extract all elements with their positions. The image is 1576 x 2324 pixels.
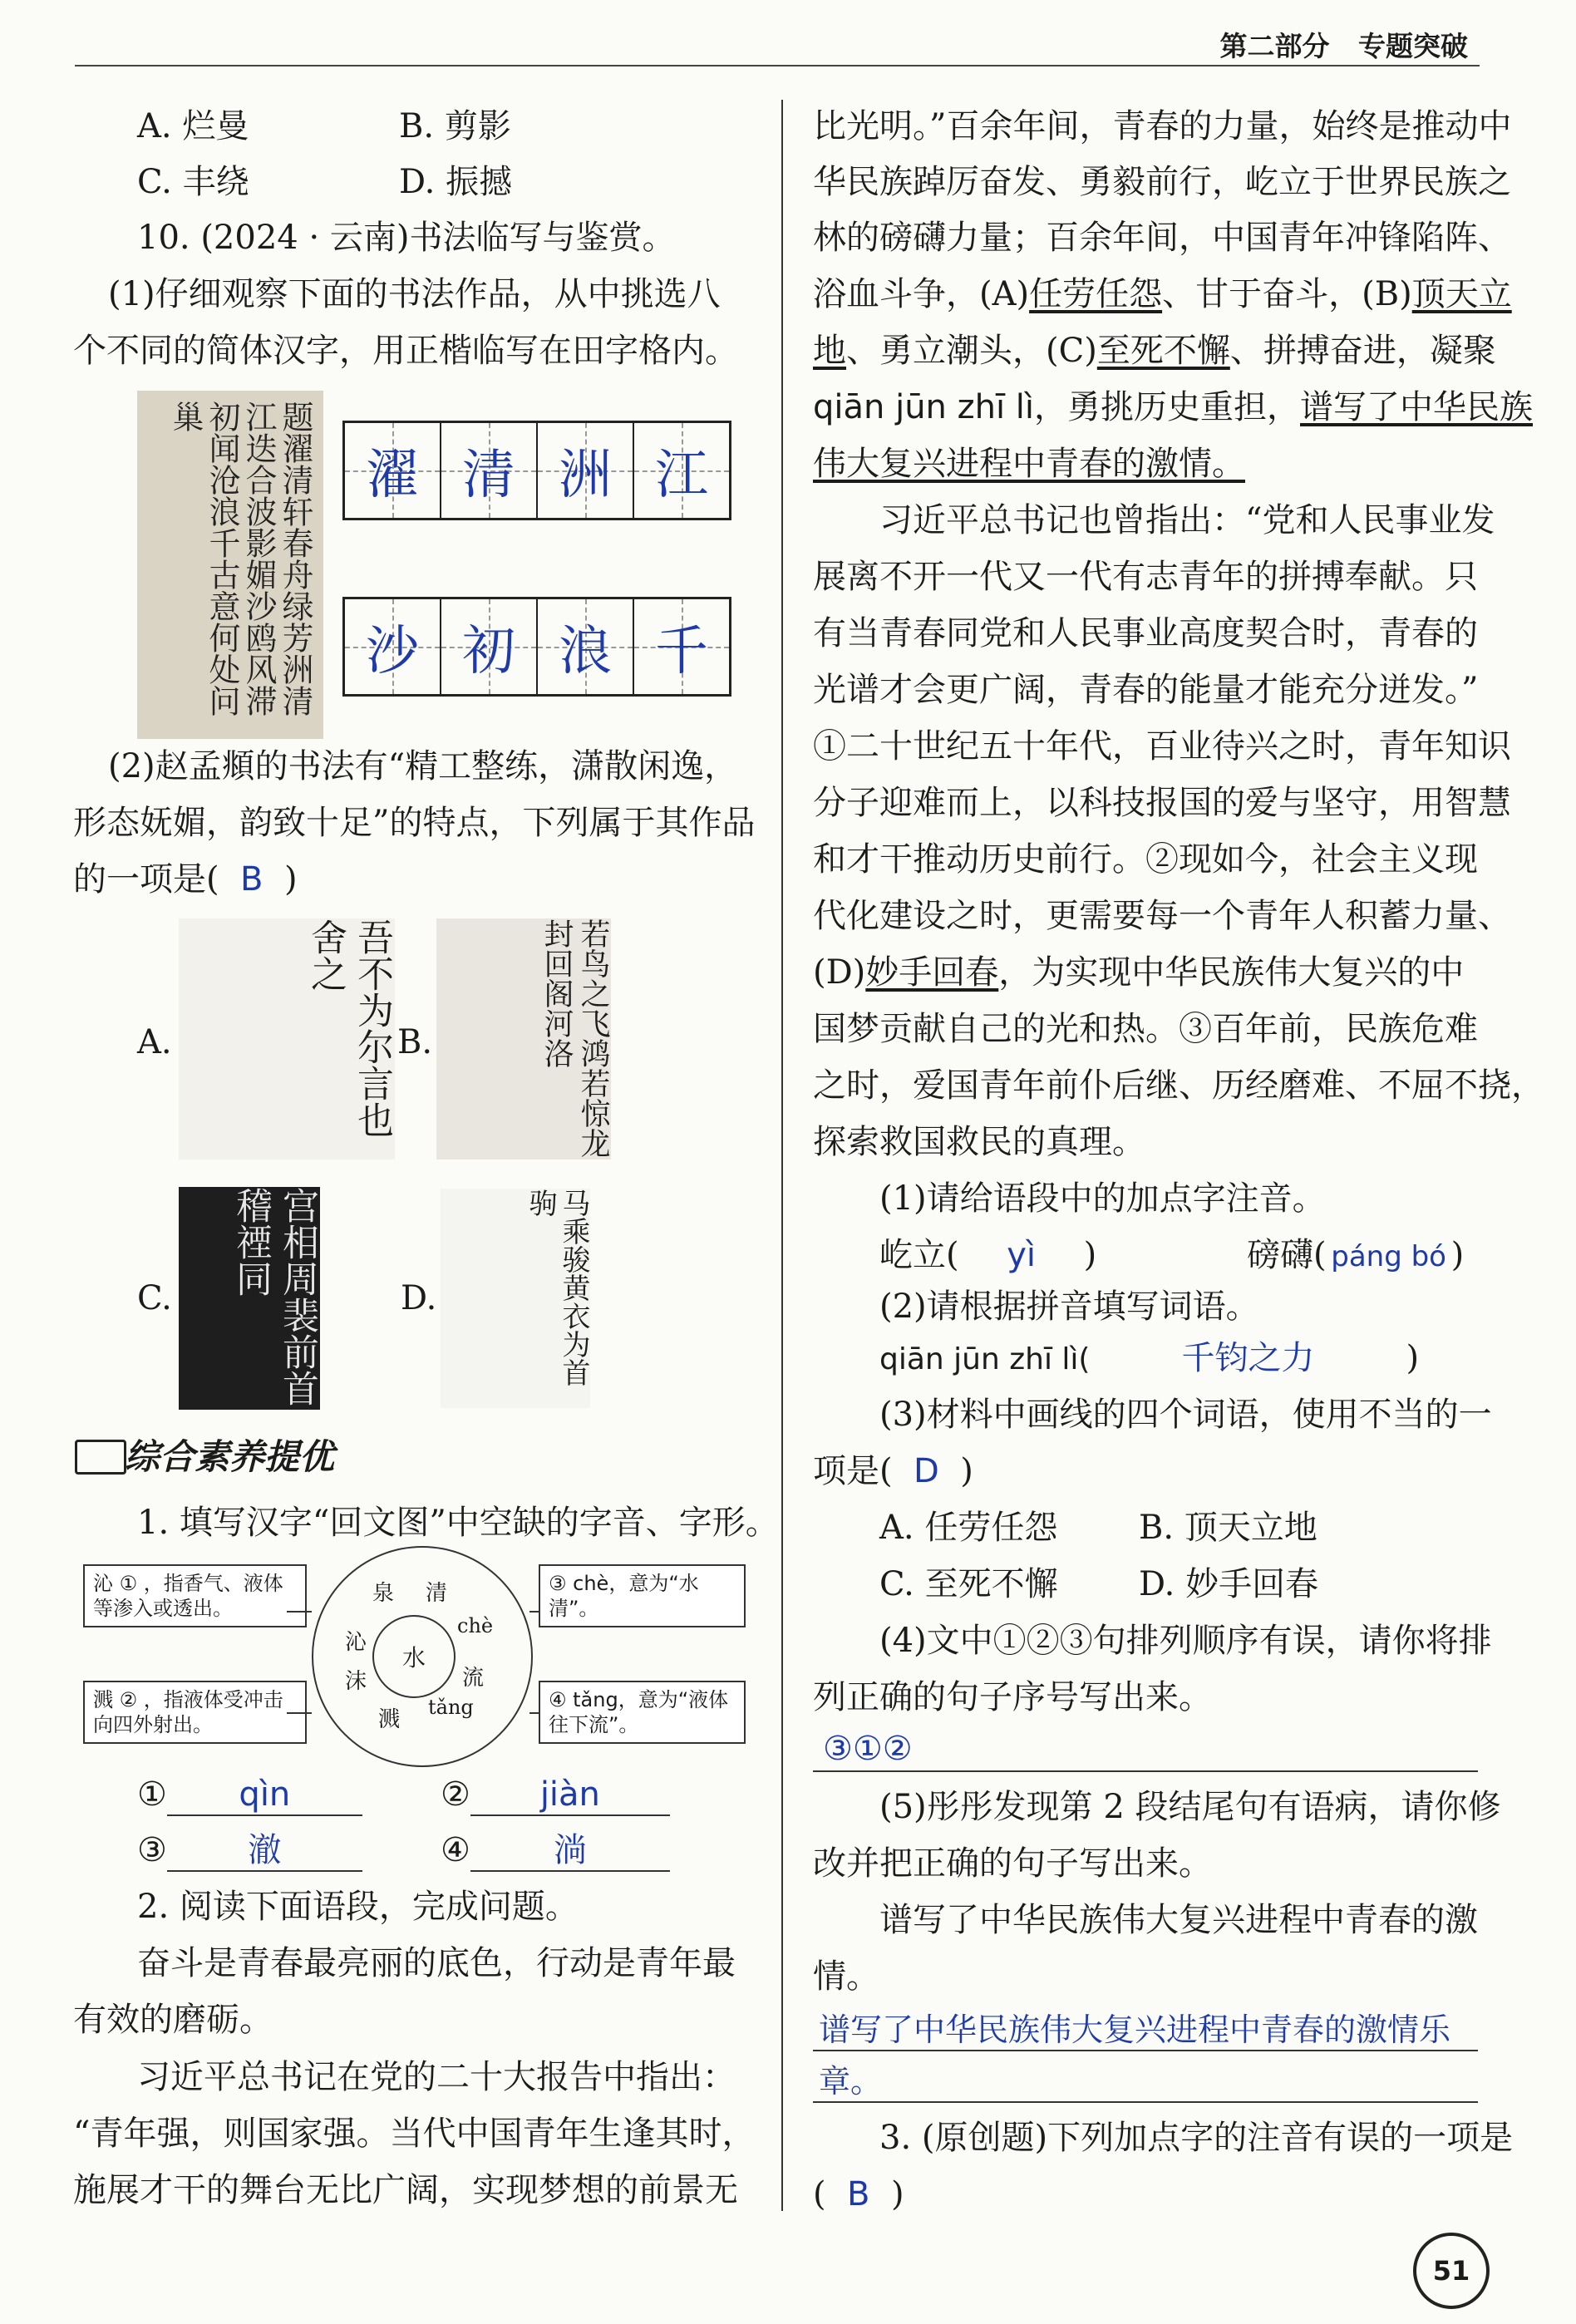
q3-line2: ( B ) xyxy=(813,2175,904,2213)
sub-q4-answer: ③①② xyxy=(823,1730,913,1768)
sub-q4: (4)文中①②③句排列顺序有误，请你将排 xyxy=(879,1622,1492,1660)
section-title: 综合素养提优 xyxy=(125,1436,335,1477)
option-d-image: 马乘骏黄衣为首驹 xyxy=(441,1189,590,1408)
diagram-char-r2: 流 xyxy=(462,1666,485,1691)
answer-4: ④ 淌 xyxy=(441,1830,670,1872)
q2-p1-line1: 奋斗是青春最亮丽的底色，行动是青年最 xyxy=(137,1944,736,1982)
sub-q2-answer: qiān jūn zhī lì( 千钧之力 ) xyxy=(879,1339,1420,1377)
q9-option-a: A. 烂曼 xyxy=(137,107,249,145)
underlined-sentence: 谱写了中华民族 xyxy=(1300,388,1534,426)
column-divider xyxy=(781,100,783,2211)
calligraphy-artwork: 题濯清轩春舟绿芳洲清江迭合波影媚沙鸥风滞初闻沧浪千古意何处问巢 xyxy=(137,391,323,739)
sub-q5-line4: 情。 xyxy=(813,1957,879,1996)
diagram-char-top: 泉 xyxy=(372,1581,395,1606)
passage-line: 展离不开一代又一代有志青年的拼搏奉献。只 xyxy=(813,558,1478,596)
sub-q1: (1)请给语段中的加点字注音。 xyxy=(879,1179,1326,1218)
diagram-center: 水 xyxy=(372,1615,456,1698)
connector-2 xyxy=(287,1712,312,1714)
answer-rule xyxy=(813,2101,1478,2103)
grid-cell: 洲 xyxy=(538,423,634,518)
grid-cell: 浪 xyxy=(538,599,634,694)
sub-q4-line2: 列正确的句子序号写出来。 xyxy=(813,1678,1212,1716)
passage-line: 国梦贡献自己的光和热。③百年前，民族危难 xyxy=(813,1010,1478,1048)
sub-q1-item-b: 磅礴( páng bó ) xyxy=(1247,1236,1465,1274)
q10-p2-line3: 的一项是( B ) xyxy=(73,860,298,899)
option-b-label: B. xyxy=(397,1023,433,1061)
diagram-char-br: tǎng xyxy=(428,1696,474,1719)
section-icon xyxy=(75,1440,126,1475)
q9-option-d: D. 振撼 xyxy=(399,163,513,201)
passage-line: 有当青春同党和人民事业高度契合时，青春的 xyxy=(813,614,1478,652)
sub-q3: (3)材料中画线的四个词语，使用不当的一 xyxy=(879,1396,1492,1434)
sub-q5: (5)彤彤发现第 2 段结尾句有语病，请你修 xyxy=(879,1788,1501,1826)
q10-answer: B xyxy=(240,860,263,899)
q2-p1-line2: 有效的磨砺。 xyxy=(73,2001,273,2039)
sub-q3-option-a: A. 任劳任怨 xyxy=(879,1509,1058,1547)
passage-line: 光谱才会更广阔，青春的能量才能充分迸发。” xyxy=(813,671,1479,709)
tianzi-grid-row1 xyxy=(342,421,731,520)
sub-q3-option-b: B. 顶天立地 xyxy=(1139,1509,1317,1547)
underlined-term-a: 任劳任怨 xyxy=(1029,275,1163,313)
sub-q1-item-a: 屹立( yì ) xyxy=(879,1236,1097,1274)
passage-line: 习近平总书记也曾指出：“党和人民事业发 xyxy=(879,501,1495,539)
header-topic: 专题突破 xyxy=(1358,30,1468,62)
grid-cell: 初 xyxy=(441,599,538,694)
passage-line: 浴血斗争，(A)任劳任怨、甘于奋斗，(B)顶天立 xyxy=(813,275,1512,313)
sub-q5-line2: 改并把正确的句子写出来。 xyxy=(813,1844,1212,1883)
passage-line: 和才干推动历史前行。②现如今，社会主义现 xyxy=(813,840,1478,879)
passage-line: 地、勇立潮头，(C)至死不懈、拼搏奋进，凝聚 xyxy=(813,332,1496,370)
answer-1: ① qìn xyxy=(137,1775,362,1816)
grid-cell: 清 xyxy=(441,423,538,518)
connector-1 xyxy=(287,1611,312,1613)
q3-line1: 3. (原创题)下列加点字的注音有误的一项是 xyxy=(879,2119,1514,2157)
diagram-box-2: 溅 ② ，指液体受冲击向四外射出。 xyxy=(83,1681,307,1744)
diagram-box-4: ④ tǎng，意为“液体往下流”。 xyxy=(539,1681,746,1744)
q2-p2-line2: “青年强，则国家强。当代中国青年生逢其时， xyxy=(73,2115,756,2153)
sub-q5-answer-1: 谱写了中华民族伟大复兴进程中青春的激情乐 xyxy=(819,2011,1451,2048)
passage-line: ①二十世纪五十年代，百业待兴之时，青年知识 xyxy=(813,727,1511,766)
passage-line: 林的磅礴力量；百余年间，中国青年冲锋陷阵、 xyxy=(813,219,1511,257)
page-number: 51 xyxy=(1413,2233,1490,2309)
connector-4 xyxy=(529,1712,539,1714)
sub-q5-line3: 谱写了中华民族伟大复兴进程中青春的激 xyxy=(879,1901,1478,1939)
answer-2: ② jiàn xyxy=(441,1775,670,1816)
header-rule xyxy=(75,65,1480,66)
option-d-label: D. xyxy=(401,1279,437,1317)
diagram-char-l1: 沁 xyxy=(345,1630,367,1655)
q2-intro: 2. 阅读下面语段，完成问题。 xyxy=(137,1888,579,1926)
sub-q3-option-c: C. 至死不懈 xyxy=(879,1565,1058,1603)
q10-p1-line2: 个不同的简体汉字，用正楷临写在田字格内。 xyxy=(73,332,738,370)
q2-p2-line3: 施展才干的舞台无比广阔，实现梦想的前景无 xyxy=(73,2171,738,2209)
diagram-char-l2: 沫 xyxy=(345,1669,367,1694)
q2-p2-line1: 习近平总书记在党的二十大报告中指出： xyxy=(137,2058,736,2096)
underlined-term-b: 顶天立 xyxy=(1411,275,1512,313)
grid-cell: 濯 xyxy=(345,423,441,518)
q9-option-b: B. 剪影 xyxy=(399,107,511,145)
sub-q2: (2)请根据拼音填写词语。 xyxy=(879,1288,1259,1326)
grid-cell: 千 xyxy=(634,599,729,694)
passage-line: 比光明。”百余年间，青春的力量，始终是推动中 xyxy=(813,107,1512,145)
q1-text: 1. 填写汉字“回文图”中空缺的字音、字形。 xyxy=(137,1504,779,1542)
underlined-term-d: 妙手回春 xyxy=(865,953,999,992)
sub-q3-line2: 项是( D ) xyxy=(813,1452,973,1490)
q10-title: 10. (2024 · 云南)书法临写与鉴赏。 xyxy=(137,219,676,257)
passage-line: qiān jūn zhī lì，勇挑历史重担，谱写了中华民族 xyxy=(813,388,1534,426)
grid-cell: 沙 xyxy=(345,599,441,694)
q10-p2-line2: 形态妩媚，韵致十足”的特点，下列属于其作品 xyxy=(73,804,756,842)
passage-line: 华民族踔厉奋发、勇毅前行，屹立于世界民族之 xyxy=(813,163,1511,201)
q10-p1-line1: (1)仔细观察下面的书法作品，从中挑选八 xyxy=(108,275,721,313)
sub-q3-option-d: D. 妙手回春 xyxy=(1139,1565,1319,1603)
passage-line: 之时，爱国青年前仆后继、历经磨难、不屈不挠， xyxy=(813,1066,1544,1105)
diagram-box-3: ③ chè，意为“水清”。 xyxy=(539,1564,746,1627)
option-b-image: 若鸟之飞鸿若惊龙封回阁河洛 xyxy=(436,918,611,1160)
diagram-box-1: 沁 ① ，指香气、液体等渗入或透出。 xyxy=(83,1564,307,1627)
q9-option-c: C. 丰绕 xyxy=(137,163,249,201)
diagram-char-tr: 清 xyxy=(426,1581,448,1606)
passage-line: 分子迎难而上，以科技报国的爱与坚守，用智慧 xyxy=(813,784,1511,822)
header-title xyxy=(1220,25,1468,64)
header-section: 第二部分 xyxy=(1219,30,1330,62)
option-a-image: 吾不为尔言也舍之 xyxy=(179,918,395,1160)
diagram-char-r1: chè xyxy=(457,1614,494,1637)
q10-p2-line1: (2)赵孟頫的书法有“精工整练，潇散闲逸， xyxy=(108,747,738,785)
passage-line: (D)妙手回春，为实现中华民族伟大复兴的中 xyxy=(813,953,1465,992)
answer-rule xyxy=(813,2050,1478,2051)
answer-3: ③ 澈 xyxy=(137,1830,362,1872)
option-c-label: C. xyxy=(137,1279,172,1317)
connector-3 xyxy=(529,1611,539,1613)
sub-q5-answer-2: 章。 xyxy=(819,2063,883,2100)
passage-line: 探索救国救民的真理。 xyxy=(813,1123,1145,1161)
underlined-term-c: 至死不懈 xyxy=(1096,332,1230,370)
option-c-image: 宫相周裴前首稽禋同 xyxy=(179,1187,320,1410)
grid-cell: 江 xyxy=(634,423,729,518)
tianzi-grid-row2 xyxy=(342,597,731,697)
passage-line: 伟大复兴进程中青春的激情。 xyxy=(813,445,1245,483)
passage-line: 代化建设之时，更需要每一个青年人积蓄力量、 xyxy=(813,897,1511,935)
option-a-label: A. xyxy=(137,1023,172,1061)
answer-rule xyxy=(813,1770,1478,1772)
diagram-char-bl: 溅 xyxy=(378,1707,401,1732)
